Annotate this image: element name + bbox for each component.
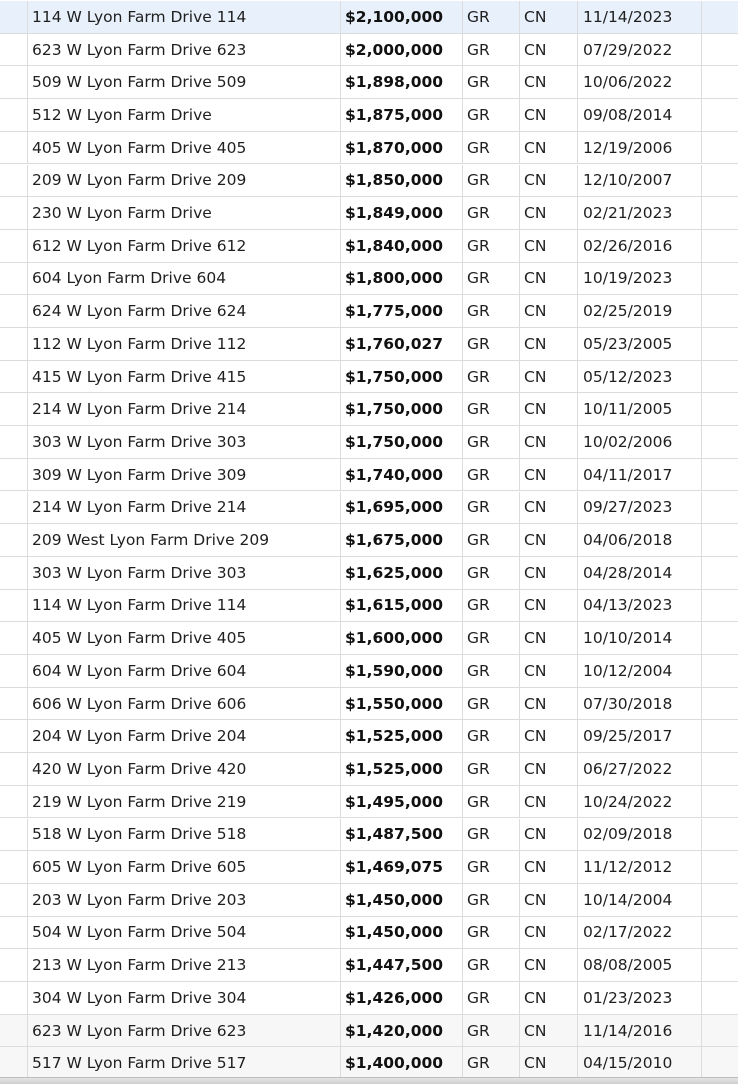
price-cell: $1,760,027 bbox=[340, 328, 462, 360]
price-cell: $1,898,000 bbox=[340, 66, 462, 98]
date-cell: 04/28/2014 bbox=[577, 557, 701, 589]
date-cell: 10/12/2004 bbox=[577, 655, 701, 687]
empty-cell bbox=[701, 753, 738, 785]
table-row[interactable] bbox=[0, 819, 738, 852]
status-code-cell: CN bbox=[519, 982, 577, 1014]
status-code-cell: CN bbox=[519, 655, 577, 687]
table-row[interactable] bbox=[0, 99, 738, 132]
row-selector-cell bbox=[0, 132, 27, 164]
price-cell: $1,775,000 bbox=[340, 295, 462, 327]
row-selector-cell bbox=[0, 230, 27, 262]
price-cell: $1,525,000 bbox=[340, 753, 462, 785]
address-cell: 209 W Lyon Farm Drive 209 bbox=[27, 165, 340, 197]
row-selector-cell bbox=[0, 1015, 27, 1047]
price-cell: $1,550,000 bbox=[340, 688, 462, 720]
date-cell: 01/23/2023 bbox=[577, 982, 701, 1014]
address-cell: 606 W Lyon Farm Drive 606 bbox=[27, 688, 340, 720]
table-row[interactable] bbox=[0, 459, 738, 492]
address-cell: 605 W Lyon Farm Drive 605 bbox=[27, 851, 340, 883]
row-selector-cell bbox=[0, 197, 27, 229]
type-code-cell: GR bbox=[462, 622, 519, 654]
address-cell: 303 W Lyon Farm Drive 303 bbox=[27, 426, 340, 458]
type-code-cell: GR bbox=[462, 1, 519, 33]
empty-cell bbox=[701, 524, 738, 556]
status-code-cell: CN bbox=[519, 1, 577, 33]
date-cell: 10/19/2023 bbox=[577, 263, 701, 295]
status-code-cell: CN bbox=[519, 459, 577, 491]
date-cell: 02/09/2018 bbox=[577, 819, 701, 851]
status-code-cell: CN bbox=[519, 361, 577, 393]
status-code-cell: CN bbox=[519, 34, 577, 66]
price-cell: $1,625,000 bbox=[340, 557, 462, 589]
status-code-cell: CN bbox=[519, 393, 577, 425]
empty-cell bbox=[701, 197, 738, 229]
price-cell: $1,420,000 bbox=[340, 1015, 462, 1047]
table-row[interactable] bbox=[0, 34, 738, 67]
date-cell: 04/11/2017 bbox=[577, 459, 701, 491]
type-code-cell: GR bbox=[462, 66, 519, 98]
address-cell: 405 W Lyon Farm Drive 405 bbox=[27, 132, 340, 164]
price-cell: $1,849,000 bbox=[340, 197, 462, 229]
table-row[interactable] bbox=[0, 426, 738, 459]
date-cell: 10/24/2022 bbox=[577, 786, 701, 818]
type-code-cell: GR bbox=[462, 917, 519, 949]
price-cell: $1,400,000 bbox=[340, 1047, 462, 1079]
empty-cell bbox=[701, 851, 738, 883]
date-cell: 08/08/2005 bbox=[577, 949, 701, 981]
type-code-cell: GR bbox=[462, 295, 519, 327]
date-cell: 10/06/2022 bbox=[577, 66, 701, 98]
table-row[interactable] bbox=[0, 786, 738, 819]
table-row[interactable] bbox=[0, 949, 738, 982]
address-cell: 230 W Lyon Farm Drive bbox=[27, 197, 340, 229]
price-cell: $1,870,000 bbox=[340, 132, 462, 164]
row-selector-cell bbox=[0, 688, 27, 720]
status-code-cell: CN bbox=[519, 492, 577, 524]
status-code-cell: CN bbox=[519, 426, 577, 458]
date-cell: 02/17/2022 bbox=[577, 917, 701, 949]
date-cell: 10/02/2006 bbox=[577, 426, 701, 458]
address-cell: 604 Lyon Farm Drive 604 bbox=[27, 263, 340, 295]
address-cell: 518 W Lyon Farm Drive 518 bbox=[27, 819, 340, 851]
address-cell: 114 W Lyon Farm Drive 114 bbox=[27, 1, 340, 33]
empty-cell bbox=[701, 720, 738, 752]
type-code-cell: GR bbox=[462, 590, 519, 622]
empty-cell bbox=[701, 66, 738, 98]
date-cell: 02/25/2019 bbox=[577, 295, 701, 327]
empty-cell bbox=[701, 655, 738, 687]
empty-cell bbox=[701, 622, 738, 654]
status-code-cell: CN bbox=[519, 524, 577, 556]
table-row[interactable] bbox=[0, 753, 738, 786]
table-row[interactable] bbox=[0, 295, 738, 328]
address-cell: 623 W Lyon Farm Drive 623 bbox=[27, 1015, 340, 1047]
row-selector-cell bbox=[0, 753, 27, 785]
type-code-cell: GR bbox=[462, 786, 519, 818]
address-cell: 623 W Lyon Farm Drive 623 bbox=[27, 34, 340, 66]
empty-cell bbox=[701, 786, 738, 818]
status-code-cell: CN bbox=[519, 753, 577, 785]
empty-cell bbox=[701, 492, 738, 524]
table-row[interactable] bbox=[0, 884, 738, 917]
empty-cell bbox=[701, 557, 738, 589]
empty-cell bbox=[701, 295, 738, 327]
empty-cell bbox=[701, 982, 738, 1014]
date-cell: 10/10/2014 bbox=[577, 622, 701, 654]
price-cell: $2,100,000 bbox=[340, 1, 462, 33]
table-row[interactable] bbox=[0, 230, 738, 263]
price-cell: $1,875,000 bbox=[340, 99, 462, 131]
address-cell: 512 W Lyon Farm Drive bbox=[27, 99, 340, 131]
type-code-cell: GR bbox=[462, 230, 519, 262]
table-row[interactable] bbox=[0, 590, 738, 623]
status-code-cell: CN bbox=[519, 917, 577, 949]
empty-cell bbox=[701, 590, 738, 622]
type-code-cell: GR bbox=[462, 688, 519, 720]
table-row[interactable] bbox=[0, 361, 738, 394]
empty-cell bbox=[701, 328, 738, 360]
type-code-cell: GR bbox=[462, 34, 519, 66]
date-cell: 07/30/2018 bbox=[577, 688, 701, 720]
row-selector-cell bbox=[0, 426, 27, 458]
row-selector-cell bbox=[0, 851, 27, 883]
status-code-cell: CN bbox=[519, 1015, 577, 1047]
price-cell: $1,525,000 bbox=[340, 720, 462, 752]
price-cell: $1,590,000 bbox=[340, 655, 462, 687]
type-code-cell: GR bbox=[462, 99, 519, 131]
date-cell: 11/12/2012 bbox=[577, 851, 701, 883]
table-row[interactable] bbox=[0, 851, 738, 884]
date-cell: 04/15/2010 bbox=[577, 1047, 701, 1079]
type-code-cell: GR bbox=[462, 165, 519, 197]
row-selector-cell bbox=[0, 622, 27, 654]
type-code-cell: GR bbox=[462, 819, 519, 851]
table-row[interactable] bbox=[0, 557, 738, 590]
date-cell: 05/12/2023 bbox=[577, 361, 701, 393]
address-cell: 604 W Lyon Farm Drive 604 bbox=[27, 655, 340, 687]
row-selector-cell bbox=[0, 917, 27, 949]
date-cell: 12/10/2007 bbox=[577, 165, 701, 197]
address-cell: 114 W Lyon Farm Drive 114 bbox=[27, 590, 340, 622]
date-cell: 09/27/2023 bbox=[577, 492, 701, 524]
price-cell: $1,615,000 bbox=[340, 590, 462, 622]
type-code-cell: GR bbox=[462, 524, 519, 556]
empty-cell bbox=[701, 165, 738, 197]
address-cell: 304 W Lyon Farm Drive 304 bbox=[27, 982, 340, 1014]
date-cell: 12/19/2006 bbox=[577, 132, 701, 164]
empty-cell bbox=[701, 230, 738, 262]
status-code-cell: CN bbox=[519, 99, 577, 131]
date-cell: 07/29/2022 bbox=[577, 34, 701, 66]
price-cell: $1,450,000 bbox=[340, 884, 462, 916]
price-cell: $1,600,000 bbox=[340, 622, 462, 654]
price-cell: $1,800,000 bbox=[340, 263, 462, 295]
type-code-cell: GR bbox=[462, 557, 519, 589]
table-row[interactable] bbox=[0, 165, 738, 198]
table-row[interactable] bbox=[0, 1047, 738, 1080]
row-selector-cell bbox=[0, 786, 27, 818]
price-cell: $1,447,500 bbox=[340, 949, 462, 981]
row-selector-cell bbox=[0, 361, 27, 393]
status-code-cell: CN bbox=[519, 622, 577, 654]
table-row[interactable] bbox=[0, 393, 738, 426]
type-code-cell: GR bbox=[462, 393, 519, 425]
status-code-cell: CN bbox=[519, 197, 577, 229]
type-code-cell: GR bbox=[462, 426, 519, 458]
date-cell: 10/11/2005 bbox=[577, 393, 701, 425]
address-cell: 203 W Lyon Farm Drive 203 bbox=[27, 884, 340, 916]
row-selector-cell bbox=[0, 590, 27, 622]
type-code-cell: GR bbox=[462, 132, 519, 164]
row-selector-cell bbox=[0, 524, 27, 556]
address-cell: 214 W Lyon Farm Drive 214 bbox=[27, 393, 340, 425]
row-selector-cell bbox=[0, 459, 27, 491]
price-cell: $1,740,000 bbox=[340, 459, 462, 491]
type-code-cell: GR bbox=[462, 884, 519, 916]
date-cell: 11/14/2023 bbox=[577, 1, 701, 33]
type-code-cell: GR bbox=[462, 459, 519, 491]
address-cell: 504 W Lyon Farm Drive 504 bbox=[27, 917, 340, 949]
status-code-cell: CN bbox=[519, 819, 577, 851]
price-cell: $1,675,000 bbox=[340, 524, 462, 556]
status-code-cell: CN bbox=[519, 949, 577, 981]
price-cell: $1,495,000 bbox=[340, 786, 462, 818]
address-cell: 309 W Lyon Farm Drive 309 bbox=[27, 459, 340, 491]
row-selector-cell bbox=[0, 393, 27, 425]
type-code-cell: GR bbox=[462, 1015, 519, 1047]
row-selector-cell bbox=[0, 328, 27, 360]
price-cell: $1,426,000 bbox=[340, 982, 462, 1014]
status-code-cell: CN bbox=[519, 720, 577, 752]
price-cell: $1,450,000 bbox=[340, 917, 462, 949]
status-code-cell: CN bbox=[519, 557, 577, 589]
address-cell: 214 W Lyon Farm Drive 214 bbox=[27, 492, 340, 524]
empty-cell bbox=[701, 1015, 738, 1047]
status-code-cell: CN bbox=[519, 1047, 577, 1079]
address-cell: 420 W Lyon Farm Drive 420 bbox=[27, 753, 340, 785]
price-cell: $1,840,000 bbox=[340, 230, 462, 262]
price-cell: $1,750,000 bbox=[340, 393, 462, 425]
status-code-cell: CN bbox=[519, 263, 577, 295]
horizontal-scrollbar[interactable] bbox=[0, 1077, 738, 1084]
price-cell: $1,469,075 bbox=[340, 851, 462, 883]
date-cell: 10/14/2004 bbox=[577, 884, 701, 916]
date-cell: 11/14/2016 bbox=[577, 1015, 701, 1047]
empty-cell bbox=[701, 132, 738, 164]
empty-cell bbox=[701, 99, 738, 131]
date-cell: 04/13/2023 bbox=[577, 590, 701, 622]
address-cell: 209 West Lyon Farm Drive 209 bbox=[27, 524, 340, 556]
row-selector-cell bbox=[0, 492, 27, 524]
empty-cell bbox=[701, 1, 738, 33]
table-row[interactable] bbox=[0, 263, 738, 296]
type-code-cell: GR bbox=[462, 263, 519, 295]
empty-cell bbox=[701, 263, 738, 295]
empty-cell bbox=[701, 459, 738, 491]
price-cell: $1,695,000 bbox=[340, 492, 462, 524]
row-selector-cell bbox=[0, 949, 27, 981]
status-code-cell: CN bbox=[519, 851, 577, 883]
date-cell: 09/08/2014 bbox=[577, 99, 701, 131]
price-cell: $1,487,500 bbox=[340, 819, 462, 851]
status-code-cell: CN bbox=[519, 328, 577, 360]
empty-cell bbox=[701, 34, 738, 66]
address-cell: 612 W Lyon Farm Drive 612 bbox=[27, 230, 340, 262]
row-selector-cell bbox=[0, 557, 27, 589]
price-cell: $1,850,000 bbox=[340, 165, 462, 197]
address-cell: 219 W Lyon Farm Drive 219 bbox=[27, 786, 340, 818]
date-cell: 09/25/2017 bbox=[577, 720, 701, 752]
row-selector-cell bbox=[0, 1, 27, 33]
type-code-cell: GR bbox=[462, 361, 519, 393]
table-row[interactable] bbox=[0, 1015, 738, 1048]
type-code-cell: GR bbox=[462, 328, 519, 360]
status-code-cell: CN bbox=[519, 590, 577, 622]
date-cell: 06/27/2022 bbox=[577, 753, 701, 785]
empty-cell bbox=[701, 393, 738, 425]
date-cell: 02/21/2023 bbox=[577, 197, 701, 229]
price-cell: $1,750,000 bbox=[340, 426, 462, 458]
row-selector-cell bbox=[0, 165, 27, 197]
type-code-cell: GR bbox=[462, 197, 519, 229]
price-cell: $1,750,000 bbox=[340, 361, 462, 393]
row-selector-cell bbox=[0, 263, 27, 295]
status-code-cell: CN bbox=[519, 688, 577, 720]
table-row[interactable] bbox=[0, 720, 738, 753]
table-row[interactable] bbox=[0, 622, 738, 655]
empty-cell bbox=[701, 917, 738, 949]
status-code-cell: CN bbox=[519, 230, 577, 262]
address-cell: 624 W Lyon Farm Drive 624 bbox=[27, 295, 340, 327]
empty-cell bbox=[701, 1047, 738, 1079]
address-cell: 509 W Lyon Farm Drive 509 bbox=[27, 66, 340, 98]
table-row[interactable] bbox=[0, 328, 738, 361]
price-cell: $2,000,000 bbox=[340, 34, 462, 66]
table-row[interactable] bbox=[0, 197, 738, 230]
date-cell: 04/06/2018 bbox=[577, 524, 701, 556]
type-code-cell: GR bbox=[462, 492, 519, 524]
address-cell: 303 W Lyon Farm Drive 303 bbox=[27, 557, 340, 589]
address-cell: 213 W Lyon Farm Drive 213 bbox=[27, 949, 340, 981]
row-selector-cell bbox=[0, 655, 27, 687]
table-row[interactable] bbox=[0, 132, 738, 165]
empty-cell bbox=[701, 426, 738, 458]
table-row[interactable] bbox=[0, 917, 738, 950]
status-code-cell: CN bbox=[519, 786, 577, 818]
row-selector-cell bbox=[0, 295, 27, 327]
table-row[interactable] bbox=[0, 524, 738, 557]
type-code-cell: GR bbox=[462, 753, 519, 785]
date-cell: 02/26/2016 bbox=[577, 230, 701, 262]
table-row[interactable] bbox=[0, 66, 738, 99]
address-cell: 517 W Lyon Farm Drive 517 bbox=[27, 1047, 340, 1079]
empty-cell bbox=[701, 361, 738, 393]
table-row[interactable] bbox=[0, 655, 738, 688]
address-cell: 405 W Lyon Farm Drive 405 bbox=[27, 622, 340, 654]
row-selector-cell bbox=[0, 720, 27, 752]
row-selector-cell bbox=[0, 99, 27, 131]
table-row[interactable] bbox=[0, 492, 738, 525]
type-code-cell: GR bbox=[462, 982, 519, 1014]
date-cell: 05/23/2005 bbox=[577, 328, 701, 360]
status-code-cell: CN bbox=[519, 884, 577, 916]
row-selector-cell bbox=[0, 819, 27, 851]
address-cell: 204 W Lyon Farm Drive 204 bbox=[27, 720, 340, 752]
status-code-cell: CN bbox=[519, 132, 577, 164]
table-row[interactable] bbox=[0, 688, 738, 721]
type-code-cell: GR bbox=[462, 655, 519, 687]
status-code-cell: CN bbox=[519, 295, 577, 327]
status-code-cell: CN bbox=[519, 165, 577, 197]
type-code-cell: GR bbox=[462, 851, 519, 883]
address-cell: 112 W Lyon Farm Drive 112 bbox=[27, 328, 340, 360]
row-selector-cell bbox=[0, 34, 27, 66]
table-row[interactable] bbox=[0, 982, 738, 1015]
row-selector-cell bbox=[0, 982, 27, 1014]
type-code-cell: GR bbox=[462, 1047, 519, 1079]
row-selector-cell bbox=[0, 884, 27, 916]
row-selector-cell bbox=[0, 1047, 27, 1079]
empty-cell bbox=[701, 949, 738, 981]
empty-cell bbox=[701, 688, 738, 720]
status-code-cell: CN bbox=[519, 66, 577, 98]
empty-cell bbox=[701, 884, 738, 916]
type-code-cell: GR bbox=[462, 720, 519, 752]
empty-cell bbox=[701, 819, 738, 851]
table-row[interactable] bbox=[0, 1, 738, 34]
row-selector-cell bbox=[0, 66, 27, 98]
type-code-cell: GR bbox=[462, 949, 519, 981]
address-cell: 415 W Lyon Farm Drive 415 bbox=[27, 361, 340, 393]
